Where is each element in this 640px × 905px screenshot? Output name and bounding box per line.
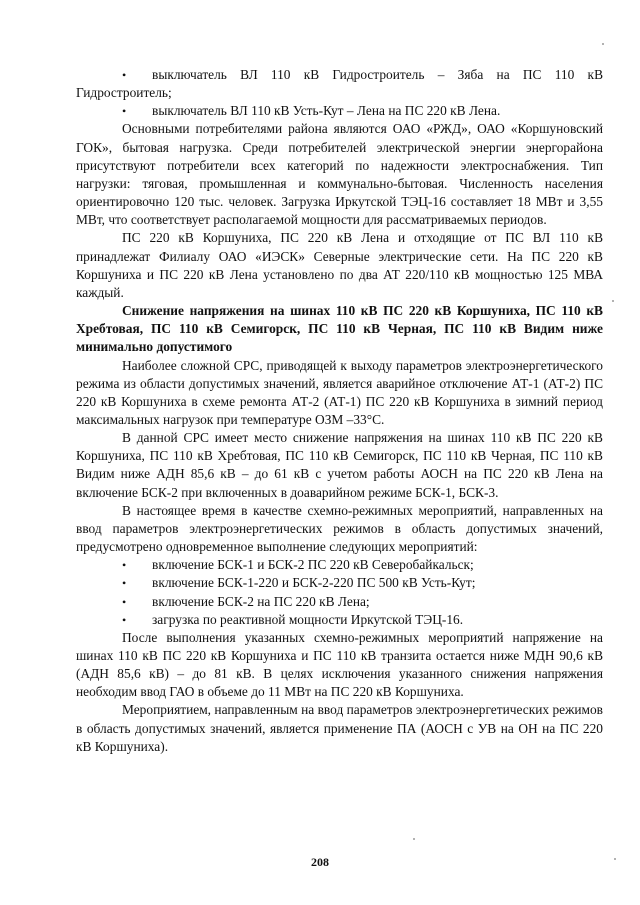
bullet-dot: • [122, 104, 127, 119]
bullet-item [76, 593, 603, 611]
scan-speck [612, 300, 614, 302]
bullet-dot: • [122, 576, 127, 591]
bullet-item [76, 611, 603, 629]
bullet-text: включение БСК-1 и БСК-2 ПС 220 кВ Северобайкальск; [152, 557, 474, 573]
paragraph-automation: Мероприятием, направленным на ввод параметров электроэнергетических режимов в область допустимых значений, является применение ПА (АОСН с УВ на ОН на ПС 220 кВ Коршуниха). [76, 702, 603, 754]
scan-speck [413, 838, 415, 840]
bullet-dot: • [122, 594, 127, 609]
bullet-text: включение БСК-1-220 и БСК-2-220 ПС 500 кВ Усть-Кут; [152, 575, 476, 591]
bullet-dot: • [122, 68, 127, 82]
paragraph-measures-intro: В настоящее время в качестве схемно-режимных мероприятий, направленных на ввод параметров электроэнергетических режимов в область допустимых значений, предусмотрено одновременное выполнение следующих мероприятий: [76, 502, 603, 555]
bullet-dot: • [122, 612, 127, 627]
scan-speck [602, 43, 604, 45]
paragraph-substations: ПС 220 кВ Коршуниха, ПС 220 кВ Лена и отходящие от ПС ВЛ 110 кВ принадлежат Филиалу ОАО «ИЭСК» Северные электрические сети. На ПС 220 кВ Коршуниха и ПС 220 кВ Лена установлено по два АТ 220/110 кВ мощностью 125 МВА каждый. [76, 230, 603, 300]
bullet-item [76, 574, 603, 592]
bullet-item [76, 66, 603, 102]
bullet-text: включение БСК-2 на ПС 220 кВ Лена; [152, 593, 370, 609]
paragraph-voltage-drop: В данной СРС имеет место снижение напряжения на шинах 110 кВ ПС 220 кВ Коршуниха, ПС 110 кВ Хребтовая, ПС 110 кВ Семигорск, ПС 110 кВ Черная, ПС 110 кВ Видим ниже АДН 85,6 кВ – до 61 кВ с учетом работы АОСН на ПС 220 кВ Лена на включение БСК-2 при включенных в доаварийном режиме БСК-1, БСК-3. [76, 430, 603, 500]
bullet-text: выключатель ВЛ 110 кВ Усть-Кут – Лена на ПС 220 кВ Лена. [152, 103, 501, 119]
bullet-dot: • [122, 558, 127, 573]
paragraph-complex-src: Наиболее сложной СРС, приводящей к выходу параметров электроэнергетического режима из области допустимых значений, является аварийное отключение АТ-1 (АТ-2) ПС 220 кВ Коршуниха в схеме ремонта АТ-2 (АТ-1) ПС 220 кВ Коршуниха в зимний период максимальных нагрузок при температуре ОЗМ –33°С. [76, 357, 603, 427]
bullet-text: загрузка по реактивной мощности Иркутской ТЭЦ-16. [152, 611, 464, 627]
bullet-item [76, 556, 603, 574]
page-body [76, 66, 603, 756]
section-heading: Снижение напряжения на шинах 110 кВ ПС 220 кВ Коршуниха, ПС 110 кВ Хребтовая, ПС 110 кВ Семигорск, ПС 110 кВ Черная, ПС 110 кВ Видим ниже минимально допустимого [76, 303, 603, 355]
scan-speck [614, 858, 616, 860]
paragraph-consumers: Основными потребителями района являются ОАО «РЖД», ОАО «Коршуновский ГОК», бытовая нагрузка. Среди потребителей электрической энергии энергорайона присутствуют потребители всех категорий по надежности электроснабжения. Тип нагрузки: тяговая, промышленная и коммунально-бытовая. Численность населения ориентировочно 120 тыс. человек. Загрузка Иркутской ТЭЦ-16 составляет 18 МВт и 3,55 МВт, что соответствует располагаемой мощности для рассматриваемых периодов. [76, 121, 603, 228]
bullet-text: выключатель ВЛ 110 кВ Гидростроитель – Зяба на ПС 110 кВ Гидростроитель; [76, 67, 603, 101]
bullet-item [76, 102, 603, 120]
paragraph-after-measures: После выполнения указанных схемно-режимных мероприятий напряжение на шинах 110 кВ ПС 220 кВ Коршуниха и ПС 110 кВ транзита остается ниже МДН 90,6 кВ (АДН 85,6 кВ) – до 81 кВ. В целях исключения указанного снижения напряжения необходим ввод ГАО в объеме до 11 МВт на ПС 220 кВ Коршуниха. [76, 629, 603, 700]
page-number: 208 [311, 855, 329, 869]
